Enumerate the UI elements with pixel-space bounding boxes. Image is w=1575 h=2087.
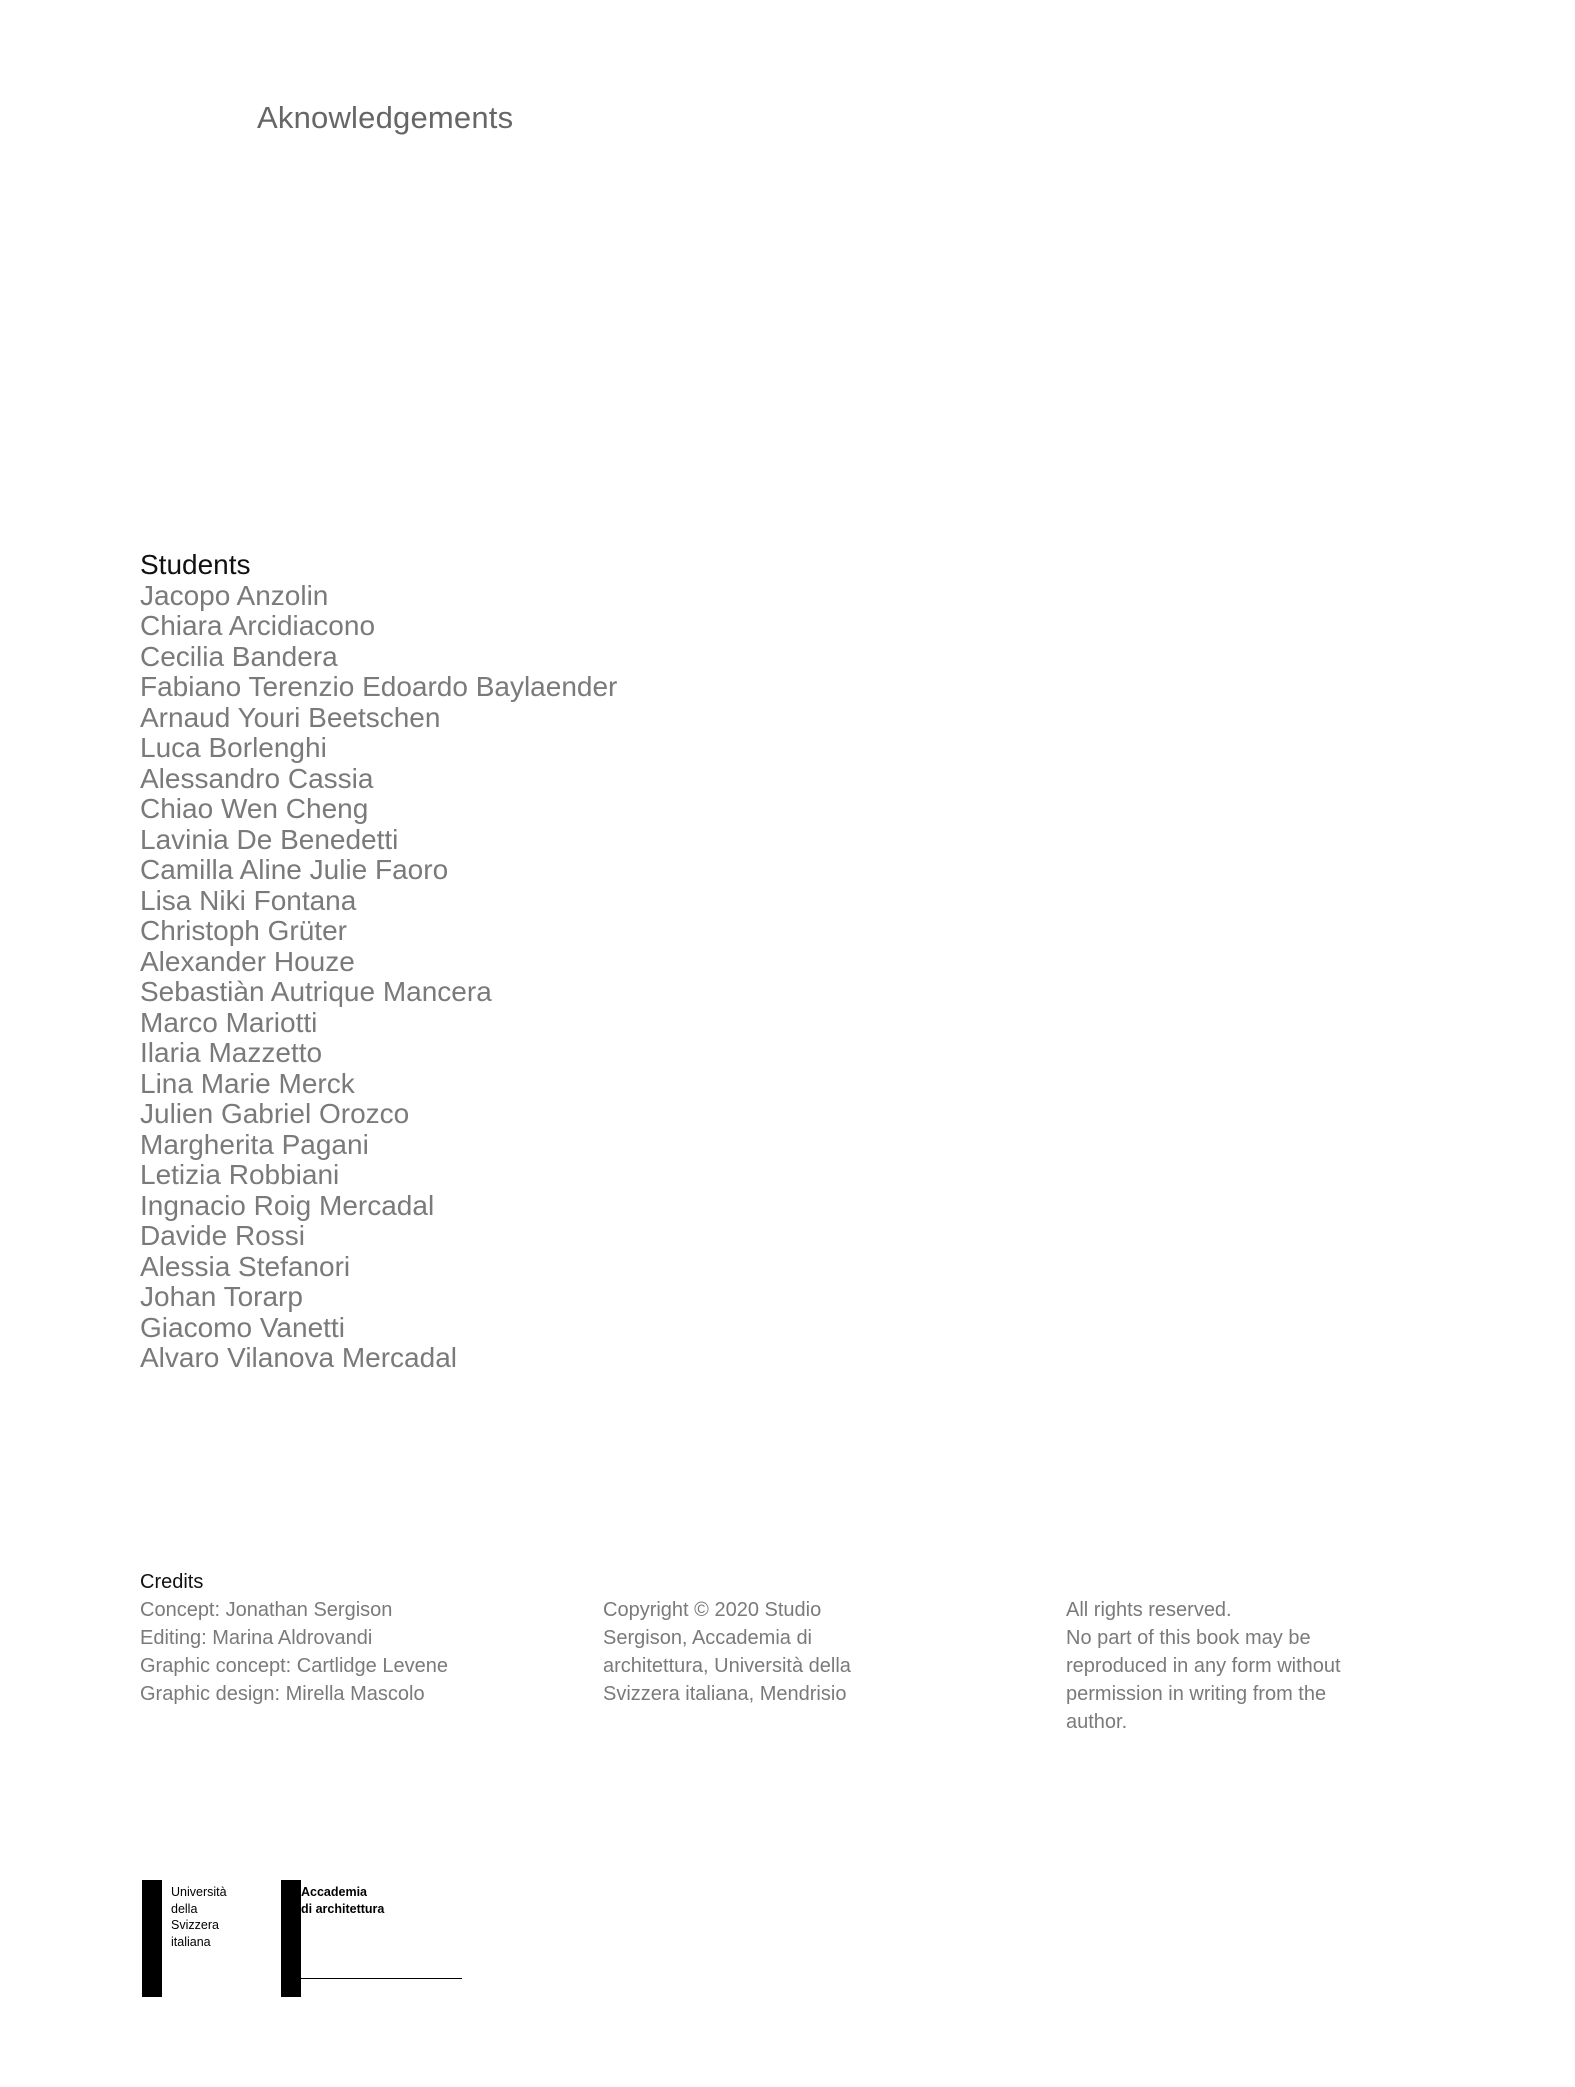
logo-bar-university — [142, 1880, 162, 1997]
student-name: Fabiano Terenzio Edoardo Baylaender — [140, 671, 618, 702]
student-name: Chiara Arcidiacono — [140, 610, 376, 641]
student-name: Julien Gabriel Orozco — [140, 1098, 410, 1129]
copyright-line: Svizzera italiana, Mendrisio — [603, 1683, 847, 1705]
institution-logo — [142, 1880, 462, 2000]
credit-line: Graphic design: Mirella Mascolo — [140, 1683, 425, 1705]
credit-line: Editing: Marina Aldrovandi — [140, 1627, 373, 1649]
rights-line: author. — [1066, 1711, 1128, 1733]
rights-notice — [1066, 1596, 1341, 1736]
credits-heading: Credits — [140, 1571, 204, 1593]
student-name: Alvaro Vilanova Mercadal — [140, 1342, 457, 1373]
logo-text-line: di architettura — [301, 1901, 385, 1916]
student-name: Camilla Aline Julie Faoro — [140, 854, 449, 885]
students-section — [140, 550, 840, 1374]
student-name: Letizia Robbiani — [140, 1159, 340, 1190]
student-name: Luca Borlenghi — [140, 732, 327, 763]
student-name: Marco Mariotti — [140, 1006, 318, 1038]
logo-rule — [281, 1978, 462, 1979]
rights-line: permission in writing from the — [1066, 1683, 1327, 1705]
rights-line: reproduced in any form without — [1066, 1655, 1341, 1677]
logo-text-line: Accademia — [301, 1885, 368, 1899]
copyright-notice — [603, 1596, 851, 1708]
student-name: Chiao Wen Cheng — [140, 793, 369, 824]
students-heading: Students — [140, 549, 251, 580]
copyright-line: Copyright © 2020 Studio — [603, 1599, 822, 1621]
student-name: Sebastiàn Autrique Mancera — [140, 976, 492, 1007]
page-title: Aknowledgements — [257, 100, 514, 135]
credit-line: Graphic concept: Cartlidge Levene — [140, 1655, 448, 1677]
student-name: Davide Rossi — [140, 1220, 305, 1251]
logo-bar-academy — [281, 1880, 301, 1997]
student-name: Alessandro Cassia — [140, 762, 374, 794]
student-name: Ingnacio Roig Mercadal — [140, 1189, 435, 1221]
logo-university-name — [171, 1884, 227, 1950]
logo-text-line: Università — [171, 1885, 227, 1899]
credit-line: Concept: Jonathan Sergison — [140, 1599, 393, 1621]
student-name: Lina Marie Merck — [140, 1067, 355, 1099]
rights-line: No part of this book may be — [1066, 1627, 1311, 1649]
rights-line: All rights reserved. — [1066, 1599, 1232, 1621]
credits-roles — [140, 1596, 448, 1708]
student-name: Margherita Pagani — [140, 1128, 369, 1160]
logo-text-line: Svizzera — [171, 1918, 219, 1932]
student-name: Jacopo Anzolin — [140, 579, 329, 611]
logo-text-line: italiana — [171, 1934, 211, 1949]
student-name: Cecilia Bandera — [140, 640, 338, 672]
copyright-line: architettura, Università della — [603, 1655, 851, 1677]
student-name: Ilaria Mazzetto — [140, 1037, 323, 1068]
student-name: Arnaud Youri Beetschen — [140, 701, 441, 733]
student-name: Alexander Houze — [140, 945, 355, 977]
student-name: Lisa Niki Fontana — [140, 884, 357, 916]
logo-text-line: della — [171, 1901, 198, 1916]
student-list — [140, 581, 840, 1374]
logo-academy-name — [301, 1884, 384, 1917]
student-name: Alessia Stefanori — [140, 1250, 351, 1282]
student-name: Lavinia De Benedetti — [140, 823, 399, 855]
student-name: Christoph Grüter — [140, 915, 347, 946]
student-name: Johan Torarp — [140, 1281, 303, 1312]
copyright-line: Sergison, Accademia di — [603, 1627, 813, 1649]
student-name: Giacomo Vanetti — [140, 1311, 345, 1343]
